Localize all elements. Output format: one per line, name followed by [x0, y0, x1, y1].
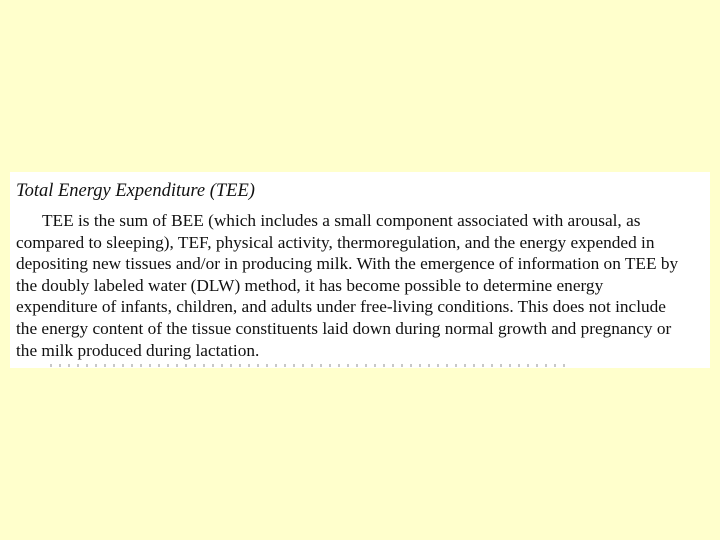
paragraph-line-1: TEE is the sum of BEE (which includes a small component associated with arousal, as: [42, 211, 641, 230]
section-heading: Total Energy Expenditure (TEE): [16, 181, 255, 201]
paragraph-line-3: depositing new tissues and/or in producing milk. With the emergence of information on TEE by: [16, 254, 679, 274]
cropped-next-line-remnant: [50, 364, 570, 367]
text-excerpt-panel: [10, 172, 710, 368]
paragraph-line-7: the milk produced during lactation.: [16, 340, 260, 360]
paragraph-line-5: expenditure of infants, children, and adults under free-living conditions. This does not include: [16, 297, 666, 317]
paragraph-line-6: the energy content of the tissue constituents laid down during normal growth and pregnancy or: [16, 318, 672, 338]
paragraph-line-4: the doubly labeled water (DLW) method, it has become possible to determine energy: [16, 275, 604, 295]
paragraph-line-2: compared to sleeping), TEF, physical activity, thermoregulation, and the energy expended in: [16, 232, 655, 252]
paragraph: [16, 210, 704, 361]
